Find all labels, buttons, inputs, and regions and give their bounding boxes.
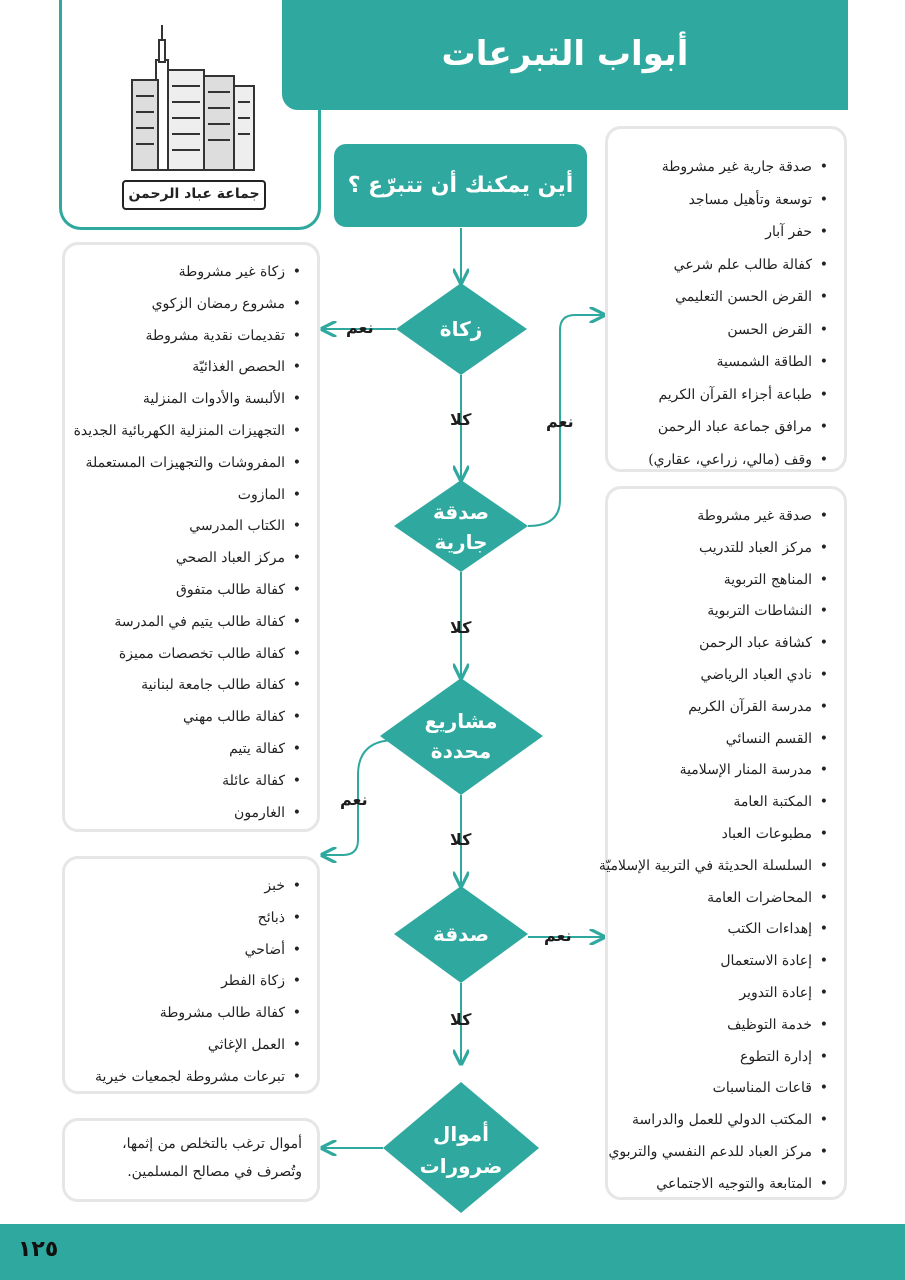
page-number: ١٢٥ xyxy=(18,1237,59,1262)
list-item: • المكتبة العامة xyxy=(599,787,812,819)
list-item: • إهداءات الكتب xyxy=(599,914,812,946)
list-item: • كفالة يتيم xyxy=(74,734,285,766)
list-item: • مرافق جماعة عباد الرحمن xyxy=(648,411,812,444)
list-item: • المازوت xyxy=(74,480,285,512)
list-item: • صدقة جارية غير مشروطة xyxy=(648,151,812,184)
start-question: أين يمكنك أن تتبرّع ؟ xyxy=(334,144,587,227)
decision-sadaqa-label: صدقة xyxy=(432,922,490,946)
list-item: • الألبسة والأدوات المنزلية xyxy=(74,384,285,416)
logo-caption: جماعة عباد الرحمن xyxy=(122,180,266,210)
decision-sadaqa-jariya-line2: جارية xyxy=(434,530,488,554)
disposal-line2: وتُصرف في مصالح المسلمين. xyxy=(127,1164,302,1180)
decision-specific-projects-line1: مشاريع xyxy=(424,709,498,733)
list-item: • قاعات المناسبات xyxy=(599,1073,812,1105)
list-item: • كفالة طالب جامعة لبنانية xyxy=(74,670,285,702)
list-item: • النشاطات التربوية xyxy=(599,596,812,628)
page-title: أبواب التبرعات xyxy=(441,34,689,74)
list-item: • القرض الحسن التعليمي xyxy=(648,281,812,314)
list-item: • السلسلة الحديثة في التربية الإسلاميّة xyxy=(599,851,812,883)
list-specific-projects xyxy=(95,871,285,1094)
list-item: • القرض الحسن xyxy=(648,314,812,347)
list-item: • المفروشات والتجهيزات المستعملة xyxy=(74,448,285,480)
decision-specific-projects-line2: محددة xyxy=(430,739,492,763)
list-box-zakat xyxy=(62,242,320,832)
list-zakat xyxy=(74,257,285,829)
disposal-description xyxy=(72,1130,302,1186)
list-item: • المكتب الدولي للعمل والدراسة xyxy=(599,1105,812,1137)
decision-disposal-line1: أموال xyxy=(433,1122,489,1146)
list-item: • كفالة عائلة xyxy=(74,766,285,798)
list-box-sadaqa xyxy=(598,486,847,1200)
list-item: • العمل الإغاثي xyxy=(95,1030,285,1062)
list-item: • نادي العباد الرياضي xyxy=(599,660,812,692)
list-item: • مركز العباد للدعم النفسي والتربوي xyxy=(599,1137,812,1169)
list-item: • خبز xyxy=(95,871,285,903)
list-item: • كفالة طالب علم شرعي xyxy=(648,249,812,282)
edge-label-sadaqa-yes: نعم xyxy=(544,926,572,945)
list-item: • مطبوعات العباد xyxy=(599,819,812,851)
list-item: • القسم النسائي xyxy=(599,724,812,756)
list-item: • المحاضرات العامة xyxy=(599,883,812,915)
list-item: • مشروع رمضان الزكوي xyxy=(74,289,285,321)
decision-disposal-line2: ضرورات xyxy=(419,1154,503,1178)
list-item: • خدمة التوظيف xyxy=(599,1010,812,1042)
list-item: • وقف (مالي، زراعي، عقاري) xyxy=(648,444,812,477)
list-sadaqa xyxy=(599,501,812,1201)
list-box-specific-projects xyxy=(62,856,320,1094)
edge-label-sadaqa-jariya-yes: نعم xyxy=(546,412,574,431)
footer-bar xyxy=(0,1224,905,1280)
list-item: • طباعة أجزاء القرآن الكريم xyxy=(648,379,812,412)
edge-label-sadaqa-jariya-no: كلا xyxy=(450,618,472,637)
disposal-line1: أموال ترغب بالتخلص من إثمها، xyxy=(122,1136,302,1152)
list-sadaqa-jariya xyxy=(648,151,812,476)
list-item: • المناهج التربوية xyxy=(599,565,812,597)
edge-label-zakat-yes: نعم xyxy=(346,318,374,337)
list-item: • كفالة طالب مهني xyxy=(74,702,285,734)
list-item: • الكتاب المدرسي xyxy=(74,511,285,543)
decision-sadaqa-jariya-label xyxy=(411,497,511,557)
list-item: • توسعة وتأهيل مساجد xyxy=(648,184,812,217)
list-item: • مركز العباد للتدريب xyxy=(599,533,812,565)
list-item: • كفالة طالب تخصصات مميزة xyxy=(74,639,285,671)
list-item: • تبرعات مشروطة لجمعيات خيرية xyxy=(95,1062,285,1094)
decision-specific-projects-label xyxy=(411,706,511,766)
list-item: • كفالة طالب يتيم في المدرسة xyxy=(74,607,285,639)
list-item: • ذبائح xyxy=(95,903,285,935)
list-item: • مدرسة المنار الإسلامية xyxy=(599,755,812,787)
list-item: • إعادة الاستعمال xyxy=(599,946,812,978)
list-item: • كفالة طالب متفوق xyxy=(74,575,285,607)
list-item: • الغارمون xyxy=(74,798,285,830)
edge-label-sadaqa-no: كلا xyxy=(450,1010,472,1029)
decision-disposal-label xyxy=(411,1118,511,1182)
list-item: • زكاة الفطر xyxy=(95,966,285,998)
decision-sadaqa-jariya-line1: صدقة xyxy=(432,500,490,524)
list-item: • أضاحي xyxy=(95,935,285,967)
edge-label-zakat-no: كلا xyxy=(450,410,472,429)
list-item: • صدقة غير مشروطة xyxy=(599,501,812,533)
list-item: • زكاة غير مشروطة xyxy=(74,257,285,289)
list-item: • المتابعة والتوجيه الاجتماعي xyxy=(599,1169,812,1201)
list-item: • تقديمات نقدية مشروطة xyxy=(74,321,285,353)
list-item: • كشافة عباد الرحمن xyxy=(599,628,812,660)
list-item: • التجهيزات المنزلية الكهربائية الجديدة xyxy=(74,416,285,448)
list-item: • إدارة التطوع xyxy=(599,1042,812,1074)
list-item: • الحصص الغذائيّة xyxy=(74,352,285,384)
list-item: • حفر آبار xyxy=(648,216,812,249)
list-box-sadaqa-jariya xyxy=(605,126,847,472)
edge-label-specific-projects-yes: نعم xyxy=(340,790,368,809)
list-item: • كفالة طالب مشروطة xyxy=(95,998,285,1030)
edge-label-specific-projects-no: كلا xyxy=(450,830,472,849)
decision-zakat-label: زكاة xyxy=(439,317,483,341)
list-item: • إعادة التدوير xyxy=(599,978,812,1010)
list-item: • مركز العباد الصحي xyxy=(74,543,285,575)
list-item: • مدرسة القرآن الكريم xyxy=(599,692,812,724)
list-item: • الطاقة الشمسية xyxy=(648,346,812,379)
